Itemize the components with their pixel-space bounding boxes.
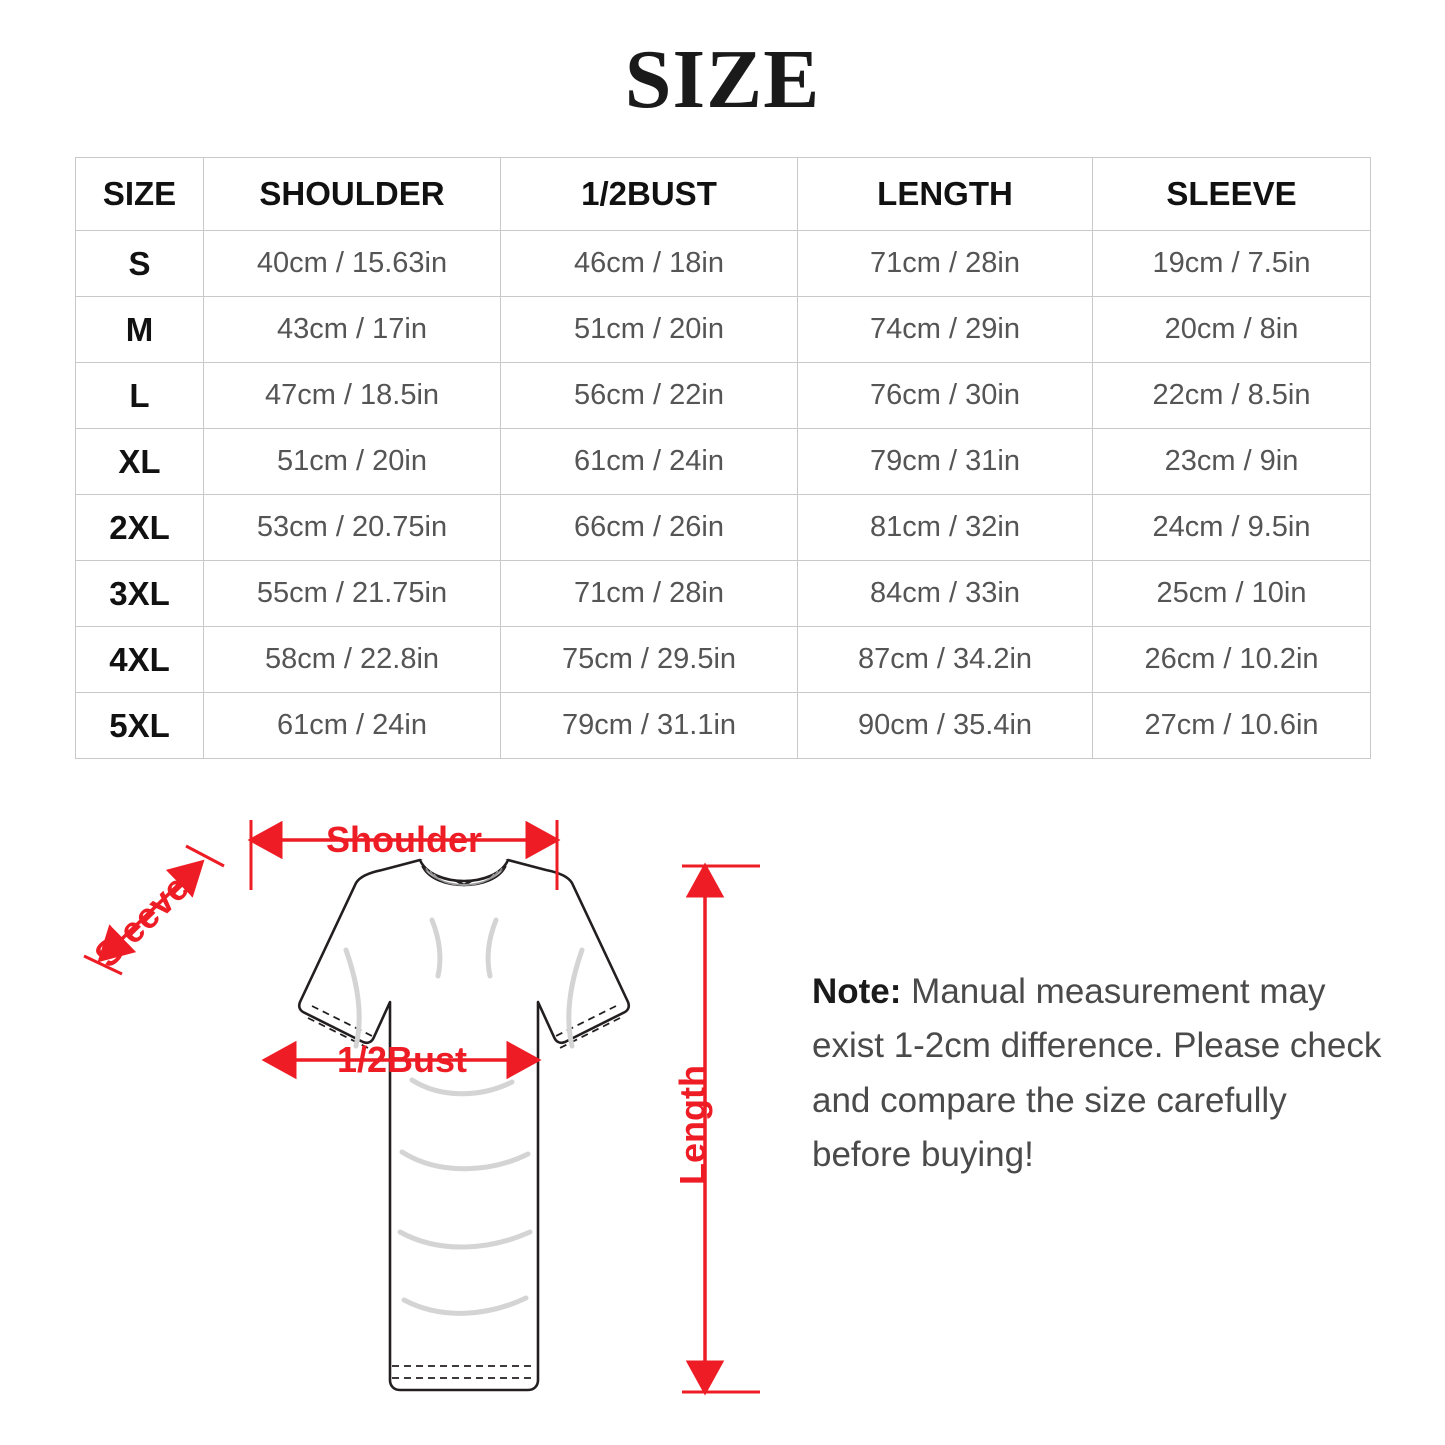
cell-bust: 79cm / 31.1in <box>501 693 798 759</box>
cell-bust: 46cm / 18in <box>501 231 798 297</box>
table-row <box>76 693 1371 759</box>
cell-sleeve: 20cm / 8in <box>1093 297 1371 363</box>
cell-bust: 66cm / 26in <box>501 495 798 561</box>
column-header-size: SIZE <box>76 158 204 231</box>
cell-shoulder: 47cm / 18.5in <box>204 363 501 429</box>
cell-sleeve: 19cm / 7.5in <box>1093 231 1371 297</box>
cell-bust: 51cm / 20in <box>501 297 798 363</box>
cell-sleeve: 23cm / 9in <box>1093 429 1371 495</box>
table-row <box>76 627 1371 693</box>
cell-sleeve: 25cm / 10in <box>1093 561 1371 627</box>
cell-size: S <box>76 231 204 297</box>
cell-bust: 56cm / 22in <box>501 363 798 429</box>
note-block <box>812 965 1392 1182</box>
cell-length: 90cm / 35.4in <box>798 693 1093 759</box>
cell-size: M <box>76 297 204 363</box>
cell-size: 3XL <box>76 561 204 627</box>
table-row <box>76 231 1371 297</box>
cell-length: 71cm / 28in <box>798 231 1093 297</box>
cell-bust: 61cm / 24in <box>501 429 798 495</box>
cell-length: 76cm / 30in <box>798 363 1093 429</box>
table-row <box>76 561 1371 627</box>
table-row <box>76 297 1371 363</box>
cell-bust: 75cm / 29.5in <box>501 627 798 693</box>
table-header-row <box>76 158 1371 231</box>
cell-sleeve: 26cm / 10.2in <box>1093 627 1371 693</box>
cell-length: 87cm / 34.2in <box>798 627 1093 693</box>
cell-shoulder: 51cm / 20in <box>204 429 501 495</box>
cell-shoulder: 55cm / 21.75in <box>204 561 501 627</box>
note-label: Note: <box>812 972 902 1011</box>
cell-sleeve: 27cm / 10.6in <box>1093 693 1371 759</box>
tshirt-illustration <box>299 860 629 1390</box>
cell-size: 5XL <box>76 693 204 759</box>
cell-shoulder: 53cm / 20.75in <box>204 495 501 561</box>
column-header-length: LENGTH <box>798 158 1093 231</box>
cell-shoulder: 61cm / 24in <box>204 693 501 759</box>
column-header-sleeve: SLEEVE <box>1093 158 1371 231</box>
cell-size: 2XL <box>76 495 204 561</box>
cell-shoulder: 58cm / 22.8in <box>204 627 501 693</box>
cell-size: 4XL <box>76 627 204 693</box>
cell-sleeve: 22cm / 8.5in <box>1093 363 1371 429</box>
sleeve-label: Sleeve <box>86 866 197 976</box>
cell-length: 81cm / 32in <box>798 495 1093 561</box>
tshirt-measurement-diagram <box>60 780 800 1420</box>
table-row <box>76 495 1371 561</box>
cell-size: XL <box>76 429 204 495</box>
cell-shoulder: 43cm / 17in <box>204 297 501 363</box>
table-row <box>76 363 1371 429</box>
cell-size: L <box>76 363 204 429</box>
bust-label: 1/2Bust <box>336 1039 468 1080</box>
column-header-shoulder: SHOULDER <box>204 158 501 231</box>
length-label: Length <box>672 1065 713 1185</box>
cell-length: 79cm / 31in <box>798 429 1093 495</box>
note-text: Manual measurement may exist 1-2cm difference. Please check and compare the size carefully before buying! <box>812 972 1382 1174</box>
column-header-bust: 1/2BUST <box>501 158 798 231</box>
shoulder-label: Shoulder <box>325 819 483 860</box>
table-row <box>76 429 1371 495</box>
page-title: SIZE <box>624 33 821 126</box>
cell-shoulder: 40cm / 15.63in <box>204 231 501 297</box>
size-chart-table <box>75 157 1371 759</box>
cell-bust: 71cm / 28in <box>501 561 798 627</box>
cell-length: 84cm / 33in <box>798 561 1093 627</box>
cell-sleeve: 24cm / 9.5in <box>1093 495 1371 561</box>
cell-length: 74cm / 29in <box>798 297 1093 363</box>
